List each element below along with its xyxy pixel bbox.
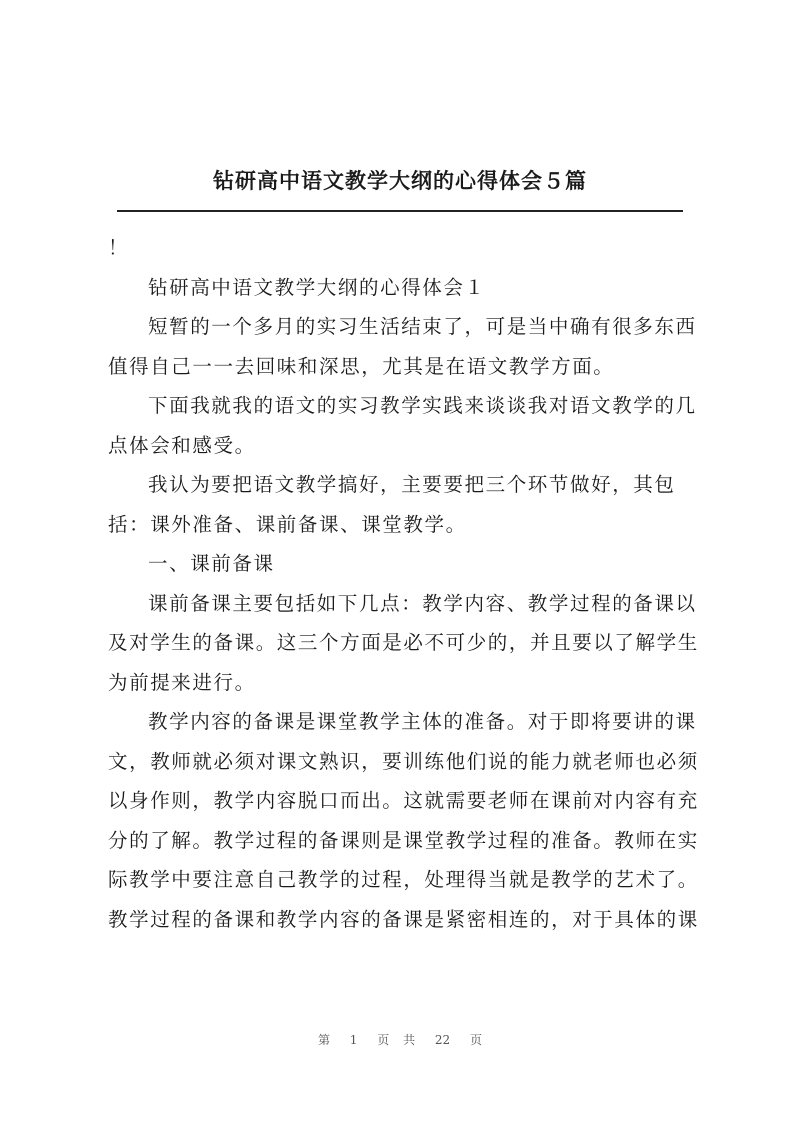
body-line: 分的了解。教学过程的备课则是课堂教学过程的准备。教师在实 xyxy=(108,828,699,852)
footer-label-of: 页 共 xyxy=(377,1033,416,1047)
body-line: 值得自己一一去回味和深思，尤其是在语文教学方面。 xyxy=(108,354,615,378)
body-line: 以身作则，教学内容脱口而出。这就需要老师在课前对内容有充 xyxy=(108,789,699,812)
body-line: 我认为要把语文教学搞好，主要要把三个环节做好，其包 xyxy=(148,473,676,496)
body-line: 为前提来进行。 xyxy=(108,670,256,694)
document-title: 钻研高中语文教学大纲的心得体会５篇 xyxy=(213,168,587,193)
body-line: 课前备课主要包括如下几点：教学内容、教学过程的备课以 xyxy=(148,591,697,615)
body-line: 教学内容的备课是课堂教学主体的准备。对于即将要讲的课 xyxy=(148,710,697,733)
body-line: 括：课外准备、课前备课、课堂教学。 xyxy=(108,512,467,536)
footer-total-pages: 22 xyxy=(434,1033,451,1047)
footer-current-page: 1 xyxy=(349,1033,358,1047)
title-divider xyxy=(117,210,683,212)
section-heading: 钻研高中语文教学大纲的心得体会１ xyxy=(148,275,486,299)
body-line: 短暂的一个多月的实习生活结束了，可是当中确有很多东西 xyxy=(148,315,697,338)
body-line: 点体会和感受。 xyxy=(108,433,256,457)
body-line: ！ xyxy=(108,236,128,259)
footer-label-page: 第 xyxy=(317,1033,330,1047)
body-line: 际教学中要注意自己教学的过程，处理得当就是教学的艺术了。 xyxy=(108,868,699,891)
section-heading: 一、课前备课 xyxy=(148,552,275,575)
body-line: 文，教师就必须对课文熟识，要训练他们说的能力就老师也必须 xyxy=(108,749,699,773)
footer-label-pages: 页 xyxy=(470,1033,483,1047)
body-line: 下面我就我的语文的实习教学实践来谈谈我对语文教学的几 xyxy=(148,394,697,417)
body-line: 教学过程的备课和教学内容的备课是紧密相连的，对于具体的课 xyxy=(108,907,699,931)
page-footer xyxy=(0,1031,800,1048)
body-line: 及对学生的备课。这三个方面是必不可少的，并且要以了解学生 xyxy=(108,631,699,654)
document-body xyxy=(108,228,708,939)
